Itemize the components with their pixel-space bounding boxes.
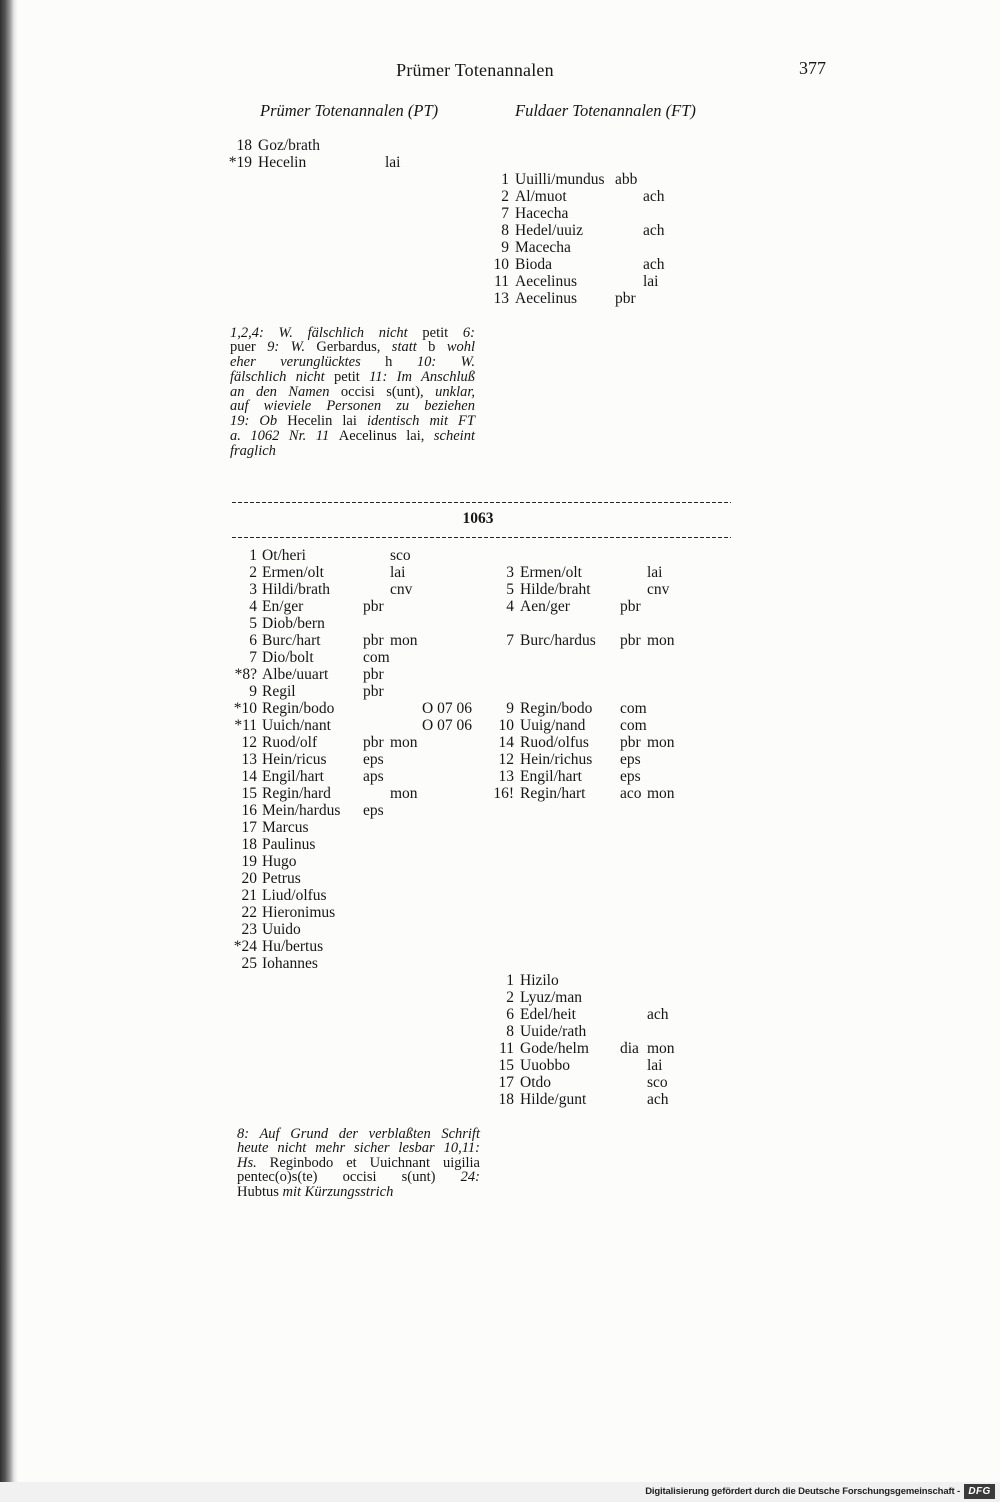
entry-line: [0, 836, 1000, 853]
entry-line: [0, 222, 1000, 239]
entry-number: 9: [501, 238, 509, 256]
entry-line: [0, 717, 1000, 734]
entry-name: Ot/heri: [262, 546, 306, 564]
entry-number: 13: [241, 750, 257, 768]
entry-number: 2: [506, 988, 514, 1006]
entry-abbr-first: pbr: [615, 289, 636, 307]
entry-name: Goz/brath: [258, 136, 320, 154]
entry-number: 4: [506, 597, 514, 615]
footnote-line: [230, 326, 475, 341]
entry-line: [0, 615, 1000, 632]
footnote-line: [230, 429, 475, 444]
dashed-rule-bottom: [232, 537, 731, 538]
entry-number: 9: [249, 682, 257, 700]
entry-name: Aen/ger: [520, 597, 570, 615]
entry-line: [0, 921, 1000, 938]
entry-number: 14: [241, 767, 257, 785]
entry-number: 18: [241, 835, 257, 853]
entry-name: Hecelin: [258, 153, 307, 171]
entry-name: Dio/bolt: [262, 648, 314, 666]
footnote-line: [230, 385, 475, 400]
entry-number: *10: [233, 699, 257, 717]
footnote-line: [237, 1127, 480, 1142]
entry-name: Lyuz/man: [520, 988, 582, 1006]
entry-abbr-second: lai: [643, 272, 659, 290]
entry-number: 11: [499, 1039, 514, 1057]
entry-number: 16: [241, 801, 257, 819]
footnote-segment: Aecelinus lai,: [338, 427, 434, 444]
footnote-line: [237, 1156, 480, 1171]
entry-abbr-first: pbr: [363, 682, 384, 700]
entry-name: Regin/bodo: [262, 699, 335, 717]
entry-line: [0, 564, 1000, 581]
entry-name: Diob/bern: [262, 614, 325, 632]
footnote-segment: a. 1062 Nr. 11: [230, 427, 339, 444]
entry-number: 23: [241, 920, 257, 938]
page-number: 377: [799, 58, 826, 78]
continued-entries-list: [0, 137, 1000, 307]
footnote-segment: occisi s(unt),: [340, 383, 436, 400]
entry-line: [0, 154, 1000, 171]
entry-line: [0, 290, 1000, 307]
entry-name: Regin/hart: [520, 784, 586, 802]
entry-line: [0, 1023, 1000, 1040]
entry-line: [0, 547, 1000, 564]
entry-line: [0, 205, 1000, 222]
entry-number: 7: [501, 204, 509, 222]
entry-line: [0, 1006, 1000, 1023]
entry-number: 21: [241, 886, 257, 904]
footnote-segment: wohl: [446, 339, 476, 356]
entry-abbr-first: pbr: [363, 733, 384, 751]
entry-name: Petrus: [262, 869, 301, 887]
entry-number: 19: [241, 852, 257, 870]
entry-abbr-first: com: [363, 648, 390, 666]
entry-line: [0, 785, 1000, 802]
entry-line: [0, 768, 1000, 785]
entry-abbr-second: lai: [390, 563, 406, 581]
entry-number: 8: [501, 221, 509, 239]
entry-number: 2: [249, 563, 257, 581]
entry-abbr-second: ach: [647, 1090, 669, 1108]
footnote-segment: 6:: [448, 324, 475, 341]
entry-number: 12: [241, 733, 257, 751]
entry-line: [0, 904, 1000, 921]
footnote-segment: 8: Auf Grund der verblaßten Schrift: [237, 1125, 480, 1142]
entry-number: 5: [506, 580, 514, 598]
entry-name: Uuilli/mundus: [515, 170, 605, 188]
entry-abbr-first: pbr: [620, 631, 641, 649]
footnote-segment: 24:: [460, 1169, 480, 1186]
entry-name: Hacecha: [515, 204, 569, 222]
entry-number: 15: [498, 1056, 514, 1074]
entry-abbr-second: ach: [643, 255, 665, 273]
entry-abbr-second: lai: [647, 563, 663, 581]
entry-abbr-first: aco: [620, 784, 642, 802]
entry-number: 7: [249, 648, 257, 666]
entry-number: 14: [498, 733, 514, 751]
footnote-line: [237, 1141, 480, 1156]
entry-abbr-first: com: [620, 699, 647, 717]
footnote-segment: eher verunglücktes: [230, 354, 386, 371]
entry-line: [0, 632, 1000, 649]
entry-name: Uuig/nand: [520, 716, 586, 734]
entry-name: Bioda: [515, 255, 553, 273]
entry-abbr-second: lai: [385, 153, 401, 171]
entry-name: Burc/hart: [262, 631, 321, 649]
dashed-rule-top: [232, 502, 731, 503]
entry-line: [0, 239, 1000, 256]
entry-name: Gode/helm: [520, 1039, 589, 1057]
entry-name: Ermen/olt: [520, 563, 582, 581]
entry-line: [0, 649, 1000, 666]
entry-abbr-second: mon: [647, 1039, 675, 1057]
footnote-segment: pentec(o)s(te) occisi s(unt): [237, 1169, 461, 1186]
entry-abbr-first: aps: [363, 767, 384, 785]
entry-number: 3: [506, 563, 514, 581]
footnote-segment: b: [428, 339, 447, 356]
entry-name: Macecha: [515, 238, 571, 256]
entry-abbr-second: mon: [390, 784, 418, 802]
entry-line: [0, 989, 1000, 1006]
entry-abbr-first: pbr: [363, 665, 384, 683]
year-footnotes: [237, 1127, 480, 1200]
entry-number: 17: [498, 1073, 514, 1091]
entry-abbr-second: mon: [647, 733, 675, 751]
footnote-line: [230, 355, 475, 370]
entry-name: Hilde/braht: [520, 580, 591, 598]
entry-number: 1: [506, 971, 514, 989]
footnote-segment: identisch mit FT: [367, 413, 475, 430]
entry-number: 10: [498, 716, 514, 734]
entry-abbr-second: sco: [647, 1073, 668, 1091]
entry-name: Regin/hard: [262, 784, 331, 802]
entry-name: Ermen/olt: [262, 563, 324, 581]
entry-abbr-first: dia: [620, 1039, 639, 1057]
entry-number: *19: [228, 153, 252, 171]
entry-name: Uuide/rath: [520, 1022, 587, 1040]
entry-line: [0, 1057, 1000, 1074]
footnote-segment: 11: Im Anschluß: [369, 368, 475, 385]
entry-abbr-second: sco: [390, 546, 411, 564]
entry-number: 1: [249, 546, 257, 564]
entry-line: [0, 683, 1000, 700]
entry-name: Engil/hart: [262, 767, 324, 785]
footnote-segment: an den Namen: [230, 383, 341, 400]
entry-line: [0, 581, 1000, 598]
footnote-line: [230, 340, 475, 355]
year-entries-list: [0, 547, 1000, 1108]
entry-name: Hilde/gunt: [520, 1090, 587, 1108]
entry-line: [0, 887, 1000, 904]
entry-line: [0, 137, 1000, 154]
entry-name: Hieronimus: [262, 903, 336, 921]
entry-number: 6: [249, 631, 257, 649]
entry-name: Regil: [262, 682, 296, 700]
footnote-segment: fälschlich nicht: [230, 368, 335, 385]
entry-abbr-second: cnv: [647, 580, 670, 598]
footnote-segment: petit: [334, 368, 370, 385]
entry-abbr-second: ach: [643, 221, 665, 239]
entry-number: 18: [236, 136, 252, 154]
ft-column-heading: Fuldaer Totenannalen (FT): [515, 101, 696, 120]
footnote-segment: Reginbodo et Uuichnant uigilia: [269, 1154, 480, 1171]
entry-abbr-first: pbr: [363, 631, 384, 649]
entry-abbr-second: ach: [647, 1005, 669, 1023]
entry-line: [0, 955, 1000, 972]
entry-number: 15: [241, 784, 257, 802]
entry-date: O 07 06: [422, 699, 472, 717]
entry-line: [0, 273, 1000, 290]
entry-line: [0, 1091, 1000, 1108]
entry-number: *11: [234, 716, 257, 734]
entry-line: [0, 188, 1000, 205]
entry-number: *24: [233, 937, 257, 955]
entry-abbr-second: mon: [390, 631, 418, 649]
entry-number: 22: [241, 903, 257, 921]
entry-name: Albe/uuart: [262, 665, 329, 683]
entry-number: 5: [249, 614, 257, 632]
entry-name: Hildi/brath: [262, 580, 331, 598]
footnote-segment: Hs.: [237, 1154, 270, 1171]
entry-line: [0, 853, 1000, 870]
entry-name: Mein/hardus: [262, 801, 341, 819]
entry-name: Uuido: [262, 920, 301, 938]
entry-line: [0, 734, 1000, 751]
entry-abbr-second: lai: [647, 1056, 663, 1074]
entry-abbr-first: pbr: [363, 597, 384, 615]
entry-number: 18: [498, 1090, 514, 1108]
footnote-segment: Hubtus: [237, 1183, 283, 1200]
entry-name: Hizilo: [520, 971, 559, 989]
running-title: Prümer Totenannalen: [396, 60, 554, 80]
entry-abbr-second: ach: [643, 187, 665, 205]
entry-name: Aecelinus: [515, 272, 577, 290]
footnote-segment: fraglich: [230, 442, 276, 459]
entry-name: Hein/richus: [520, 750, 593, 768]
footnote-line: [230, 399, 475, 414]
footnote-segment: h: [385, 354, 417, 371]
entry-number: 11: [494, 272, 509, 290]
entry-abbr-second: cnv: [390, 580, 413, 598]
footnote-line: [230, 444, 475, 459]
entry-line: [0, 938, 1000, 955]
entry-name: Hugo: [262, 852, 297, 870]
footnote-segment: statt: [391, 339, 429, 356]
entry-name: Paulinus: [262, 835, 316, 853]
digitization-footer: [0, 1482, 1000, 1502]
entry-abbr-second: mon: [647, 631, 675, 649]
entry-name: Hein/ricus: [262, 750, 327, 768]
dfg-logo: DFG: [964, 1484, 995, 1499]
entry-line: [0, 802, 1000, 819]
entry-name: Engil/hart: [520, 767, 582, 785]
footnote-line: [237, 1185, 480, 1200]
entry-number: 13: [493, 289, 509, 307]
entry-abbr-first: eps: [620, 767, 641, 785]
entry-line: [0, 700, 1000, 717]
footnote-segment: 10: W.: [416, 354, 475, 371]
entry-name: Aecelinus: [515, 289, 577, 307]
entry-line: [0, 171, 1000, 188]
entry-name: Hu/bertus: [262, 937, 324, 955]
footnote-segment: 1,2,4: W. fälschlich nicht: [230, 324, 423, 341]
entry-number: 13: [498, 767, 514, 785]
entry-name: Hedel/uuiz: [515, 221, 584, 239]
entry-name: Ruod/olfus: [520, 733, 589, 751]
entry-line: [0, 751, 1000, 768]
entry-number: 9: [506, 699, 514, 717]
entry-abbr-first: pbr: [620, 733, 641, 751]
entry-number: 6: [506, 1005, 514, 1023]
entry-line: [0, 870, 1000, 887]
entry-number: 17: [241, 818, 257, 836]
entry-number: 12: [498, 750, 514, 768]
footnote-segment: puer: [230, 339, 268, 356]
entry-abbr-second: mon: [390, 733, 418, 751]
entry-name: Ruod/olf: [262, 733, 318, 751]
footnote-segment: mit Kürzungsstrich: [282, 1183, 394, 1200]
entry-abbr-first: eps: [363, 750, 384, 768]
entry-name: Otdo: [520, 1073, 551, 1091]
entry-abbr-first: eps: [363, 801, 384, 819]
entry-number: 1: [501, 170, 509, 188]
funding-credit: Digitalisierung gefördert durch die Deutsche Forschungsgemeinschaft -: [645, 1486, 960, 1497]
entry-name: Liud/olfus: [262, 886, 327, 904]
entry-number: 10: [493, 255, 509, 273]
footnote-line: [230, 370, 475, 385]
footnote-line: [230, 414, 475, 429]
footnote-segment: scheint: [433, 427, 475, 444]
footnote-segment: auf wieviele Personen zu beziehen: [230, 398, 475, 415]
footnote-segment: unklar,: [435, 383, 476, 400]
entry-number: 4: [249, 597, 257, 615]
entry-abbr-first: abb: [615, 170, 638, 188]
entry-line: [0, 256, 1000, 273]
entry-line: [0, 972, 1000, 989]
entry-number: 16!: [493, 784, 514, 802]
entry-line: [0, 666, 1000, 683]
footnote-line: [237, 1170, 480, 1185]
continued-footnotes: [230, 326, 475, 459]
entry-name: Uuobbo: [520, 1056, 570, 1074]
entry-line: [0, 598, 1000, 615]
footnote-segment: Gerbardus,: [316, 339, 392, 356]
entry-name: Burc/hardus: [520, 631, 596, 649]
entry-name: Edel/heit: [520, 1005, 576, 1023]
entry-name: Iohannes: [262, 954, 318, 972]
entry-number: 25: [241, 954, 257, 972]
entry-line: [0, 819, 1000, 836]
footnote-segment: 9: W.: [267, 339, 317, 356]
entry-number: 7: [506, 631, 514, 649]
entry-name: Marcus: [262, 818, 309, 836]
footnote-segment: Hecelin lai: [287, 413, 367, 430]
entry-name: Al/muot: [515, 187, 567, 205]
entry-line: [0, 1040, 1000, 1057]
entry-number: *8?: [234, 665, 257, 683]
entry-abbr-second: mon: [647, 784, 675, 802]
entry-number: 2: [501, 187, 509, 205]
entry-number: 3: [249, 580, 257, 598]
entry-date: O 07 06: [422, 716, 472, 734]
entry-abbr-first: eps: [620, 750, 641, 768]
entry-name: Regin/bodo: [520, 699, 593, 717]
entry-name: Uuich/nant: [262, 716, 331, 734]
footnote-segment: petit: [422, 324, 449, 341]
entry-line: [0, 1074, 1000, 1091]
entry-name: En/ger: [262, 597, 304, 615]
entry-number: 20: [241, 869, 257, 887]
entry-abbr-first: pbr: [620, 597, 641, 615]
entry-number: 8: [506, 1022, 514, 1040]
entry-abbr-first: com: [620, 716, 647, 734]
pt-column-heading: Prümer Totenannalen (PT): [260, 101, 439, 120]
year-heading: 1063: [462, 510, 494, 527]
footnote-segment: heute nicht mehr sicher lesbar 10,11:: [237, 1140, 480, 1157]
footnote-segment: 19: Ob: [230, 413, 288, 430]
